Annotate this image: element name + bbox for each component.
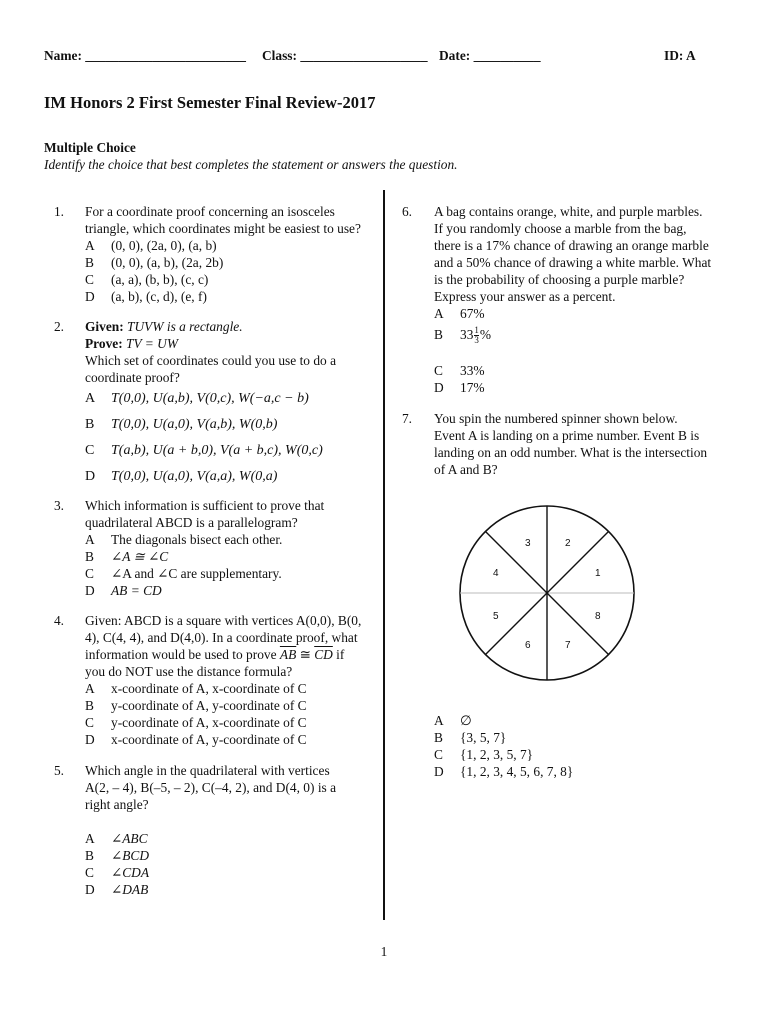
prove-text: TV = UW	[126, 336, 178, 351]
answer-option[interactable]: A T(0,0), U(a,b), V(0,c), W(−a,c − b)	[85, 391, 309, 406]
spinner-label-2: 2	[565, 538, 571, 549]
question-text: Event A is landing on a prime number. Event B is	[434, 428, 700, 443]
prove-label: Prove:	[85, 336, 123, 351]
answer-option[interactable]: B T(0,0), U(a,0), V(a,b), W(0,b)	[85, 417, 278, 432]
question-7-options	[434, 712, 734, 780]
name-label: Name: ________________________	[44, 48, 246, 63]
question-text: is the probability of choosing a purple marble?	[434, 272, 685, 287]
given-label: Given:	[85, 319, 124, 334]
question-number: 3.	[53, 498, 64, 513]
question-number: 2.	[53, 319, 64, 334]
question-number: 5.	[53, 763, 64, 778]
question-text: 4), C(4, 4), and D(4,0). In a coordinate proof, what	[85, 630, 358, 645]
section-instructions: Identify the choice that best completes the statement or answers the question.	[44, 157, 458, 172]
spinner-label-7: 7	[565, 640, 571, 651]
question-text: Which angle in the quadrilateral with vertices	[85, 763, 330, 778]
question-text: Express your answer as a percent.	[434, 289, 616, 304]
answer-option[interactable]: C ∠A and ∠C are supplementary.	[85, 566, 282, 581]
segment-ab: $\overline{AB}$	[279, 647, 297, 662]
question-text: You spin the numbered spinner shown below.	[434, 411, 678, 426]
question-text: landing on an odd number. What is the intersection	[434, 445, 708, 460]
question-text: of A and B?	[434, 462, 498, 477]
question-text: Which set of coordinates could you use to do a	[85, 353, 337, 368]
answer-option[interactable]: D 17%	[434, 380, 485, 395]
answer-option[interactable]: D T(0,0), U(a,0), V(a,a), W(0,a)	[85, 469, 278, 484]
question-text: triangle, which coordinates might be easiest to use?	[85, 221, 361, 236]
question-text: A(2, – 4), B(–5, – 2), C(–4, 2), and D(4, 0) is a	[85, 780, 337, 795]
answer-option[interactable]: A The diagonals bisect each other.	[85, 532, 283, 547]
question-text: A bag contains orange, white, and purple marbles.	[434, 204, 703, 219]
spinner-label-5: 5	[493, 611, 499, 622]
question-text: coordinate proof?	[85, 370, 180, 385]
column-divider	[383, 190, 385, 920]
answer-option[interactable]: C T(a,b), U(a + b,0), V(a + b,c), W(0,c)	[85, 443, 323, 458]
spinner-label-4: 4	[493, 568, 499, 579]
segment-cd: $\overline{CD}$	[314, 647, 333, 662]
answer-option[interactable]: C ∠CDA	[85, 865, 150, 880]
page-title: IM Honors 2 First Semester Final Review-2017	[44, 93, 376, 112]
spinner-label-3: 3	[525, 538, 531, 549]
question-text: quadrilateral ABCD is a parallelogram?	[85, 515, 298, 530]
answer-option[interactable]: C y-coordinate of A, x-coordinate of C	[85, 715, 307, 730]
spinner-figure	[452, 498, 642, 688]
date-label: Date: __________	[439, 48, 541, 63]
question-text: If you randomly choose a marble from the bag,	[434, 221, 687, 236]
answer-option[interactable]: B ∠A ≅ ∠C	[85, 549, 169, 564]
answer-option[interactable]: B y-coordinate of A, y-coordinate of C	[85, 698, 307, 713]
question-text: right angle?	[85, 797, 149, 812]
given-text: TUVW is a rectangle.	[127, 319, 243, 334]
question-text: and a 50% chance of drawing a white marble. What	[434, 255, 712, 270]
question-text: Given: ABCD is a square with vertices A(0,0), B(0,	[85, 613, 362, 628]
page-number: 1	[380, 944, 388, 959]
answer-option[interactable]: C {1, 2, 3, 5, 7}	[434, 747, 534, 762]
answer-option[interactable]: B {3, 5, 7}	[434, 730, 507, 745]
class-label: Class: ___________________	[262, 48, 428, 63]
question-number: 7.	[401, 411, 412, 426]
question-text: you do NOT use the distance formula?	[85, 664, 293, 679]
answer-option[interactable]: D AB = CD	[85, 583, 162, 598]
spinner-label-1: 1	[595, 568, 601, 579]
answer-option[interactable]: C (a, a), (b, b), (c, c)	[85, 272, 209, 287]
question-text: there is a 17% chance of drawing an orange marble	[434, 238, 709, 253]
answer-option[interactable]: A 67%	[434, 306, 485, 321]
answer-option[interactable]: A ∅	[434, 713, 472, 728]
answer-option[interactable]: B 33 $\frac{1}{3}$ %	[434, 325, 492, 346]
answer-option[interactable]: D x-coordinate of A, y-coordinate of C	[85, 732, 307, 747]
answer-option[interactable]: D ∠DAB	[85, 882, 149, 897]
spinner-label-8: 8	[595, 611, 601, 622]
id-label: ID: A	[664, 48, 696, 63]
question-number: 1.	[53, 204, 64, 219]
question-text: Which information is sufficient to prove that	[85, 498, 325, 513]
answer-option[interactable]: B (0, 0), (a, b), (2a, 2b)	[85, 255, 224, 270]
question-text: For a coordinate proof concerning an isosceles	[85, 204, 335, 219]
answer-option[interactable]: B ∠BCD	[85, 848, 150, 863]
fraction: $\frac{1}{3}$	[474, 325, 479, 346]
answer-option[interactable]: A x-coordinate of A, x-coordinate of C	[85, 681, 307, 696]
answer-option[interactable]: D {1, 2, 3, 4, 5, 6, 7, 8}	[434, 764, 574, 779]
answer-option[interactable]: A ∠ABC	[85, 831, 148, 846]
question-number: 6.	[401, 204, 412, 219]
answer-option[interactable]: C 33%	[434, 363, 485, 378]
question-number: 4.	[53, 613, 64, 628]
answer-option[interactable]: D (a, b), (c, d), (e, f)	[85, 289, 207, 304]
section-heading: Multiple Choice	[44, 140, 136, 155]
question-text: information would be used to prove $\overline{AB}$ ≅ $\overline{CD}$ if	[85, 647, 345, 662]
answer-option[interactable]: A (0, 0), (2a, 0), (a, b)	[85, 238, 217, 253]
spinner-label-6: 6	[525, 640, 531, 651]
